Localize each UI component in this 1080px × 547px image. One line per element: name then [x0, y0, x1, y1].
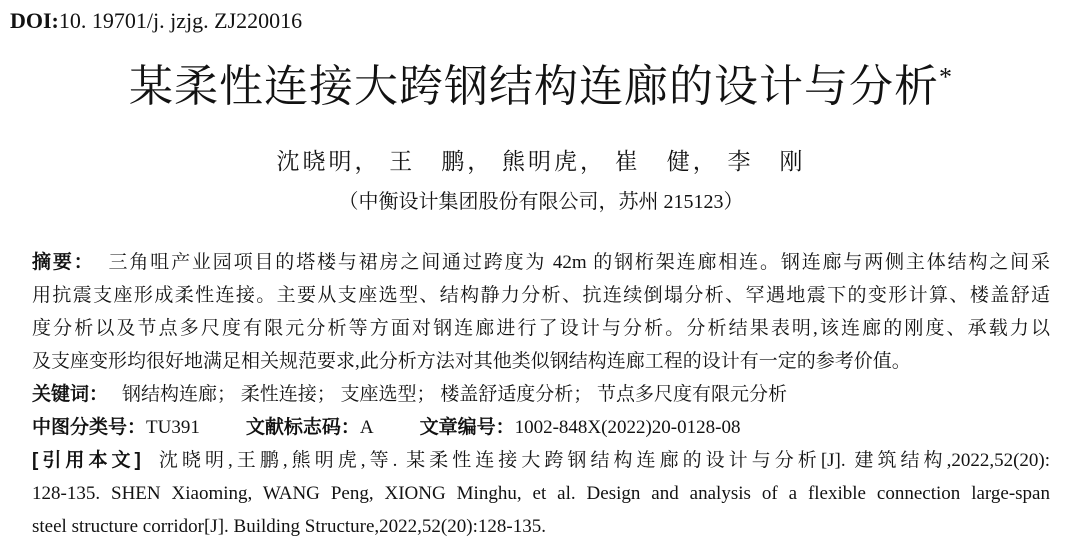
affiliation-line: （中衡设计集团股份有限公司，苏州 215123）: [338, 191, 744, 213]
doi-line: [10, 8, 1050, 34]
paper-title-text: 某柔性连接大跨钢结构连廊的设计与分析: [129, 62, 939, 111]
abstract-line: 度分析以及节点多尺度有限元分析等方面对钢连廊进行了设计与分析。分析结果表明,该连廊的刚度、承载力以: [32, 318, 1050, 339]
citation-line: [32, 444, 1050, 477]
title-footnote-asterisk: *: [939, 62, 953, 92]
keywords-line: [32, 378, 1050, 411]
abstract-line: [32, 246, 1050, 279]
paper-title: [32, 58, 1050, 115]
clc-label: 中图分类号：: [32, 417, 147, 438]
citation-line: steel structure corridor[J]. Building Structure,2022,52(20):128-135.: [32, 516, 546, 537]
doi-value: 10. 19701/j. jzjg. ZJ220016: [58, 8, 303, 33]
citation-label: [引用本文]: [32, 450, 141, 471]
doc-code-label: 文献标志码：: [245, 417, 360, 438]
keywords-text: 钢结构连廊； 柔性连接； 支座选型； 楼盖舒适度分析； 节点多尺度有限元分析: [122, 384, 788, 405]
keywords-label: 关键词：: [32, 384, 109, 405]
article-id-value: 1002-848X(2022)20-0128-08: [514, 417, 741, 438]
front-matter-block: [32, 246, 1050, 543]
article-id-label: 文章编号：: [419, 417, 515, 438]
meta-line: [32, 411, 1050, 444]
clc-value: TU391: [146, 417, 200, 438]
citation-line: 128-135. SHEN Xiaoming, WANG Peng, XIONG Minghu, et al. Design and analysis of a flexible connection large-span: [32, 483, 1050, 504]
abstract-line: 及支座变形均很好地满足相关规范要求,此分析方法对其他类似钢结构连廊工程的设计有一定的参考价值。: [32, 351, 911, 372]
abstract-text-1: 三角咀产业园项目的塔楼与裙房之间通过跨度为 42m 的钢桁架连廊相连。钢连廊与两侧主体结构之间采: [108, 252, 1050, 273]
doi-label: DOI:: [10, 8, 59, 33]
abstract-label: 摘要：: [32, 252, 95, 273]
abstract-line: 用抗震支座形成柔性连接。主要从支座选型、结构静力分析、抗连续倒塌分析、罕遇地震下的变形计算、楼盖舒适: [32, 285, 1050, 306]
doc-code-value: A: [359, 417, 374, 438]
authors-line: 沈晓明， 王 鹏， 熊明虎， 崔 健， 李 刚: [276, 149, 806, 174]
citation-text-1: 沈晓明,王鹏,熊明虎,等. 某柔性连接大跨钢结构连廊的设计与分析[J]. 建筑结构,2022,52(20):: [154, 450, 1051, 471]
